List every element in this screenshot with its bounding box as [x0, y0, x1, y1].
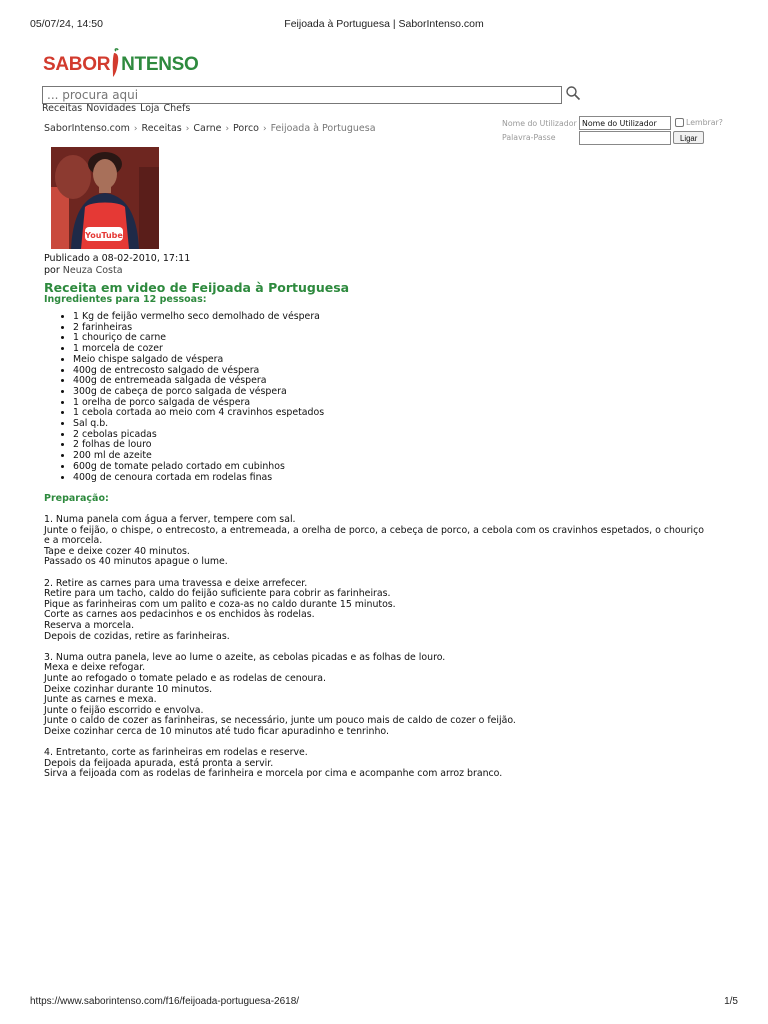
print-header: [0, 0, 768, 44]
author-photo: [51, 147, 159, 249]
step-line: 1. Numa panela com água a ferver, tempere com sal.: [44, 514, 296, 525]
preparation-step: [44, 579, 734, 643]
top-nav: [42, 103, 190, 114]
step-line: Depois de cozidas, retire as farinheiras.: [44, 630, 230, 642]
author-photo-image: [51, 147, 159, 249]
ingredient-item: • 1 Kg de feijão vermelho seco demolhado de véspera: [73, 312, 324, 323]
ingredient-item: • 1 morcela de cozer: [73, 344, 324, 355]
breadcrumb-receitas[interactable]: Receitas: [141, 123, 182, 134]
step-line: 4. Entretanto, corte as farinheiras em rodelas e reserve.: [44, 747, 308, 759]
step-line: Junte o caldo de cozer as farinheiras, se necessário, junte um pouco mais de caldo de cozer o feijão.: [44, 715, 516, 727]
step-line: Pique as farinheiras com um palito e coza-as no caldo durante 15 minutos.: [44, 598, 396, 610]
ingredient-item: • Sal q.b.: [73, 419, 324, 430]
remember-me[interactable]: [675, 118, 723, 127]
by-label: por: [44, 265, 60, 276]
step-line: Depois da feijoada apurada, está pronta a servir.: [44, 757, 274, 769]
nav-item-novidades[interactable]: Novidades: [86, 103, 137, 114]
login-button[interactable]: Ligar: [673, 131, 704, 144]
author-line: [44, 265, 190, 277]
ingredient-item: • 2 cebolas picadas: [73, 430, 324, 441]
print-footer: [0, 994, 768, 1014]
chili-pepper-icon: [111, 48, 121, 78]
ingredient-item: • 400g de entrecosto salgado de véspera: [73, 366, 324, 377]
print-datetime: 05/07/24, 14:50: [30, 18, 103, 30]
breadcrumb-separator: ›: [225, 123, 230, 134]
step-line: Junte ao refogado o tomate pelado e as rodelas de cenoura.: [44, 672, 327, 684]
search-icon[interactable]: [565, 85, 581, 101]
step-line: 3. Numa outra panela, leve ao lume o azeite, as cebolas picadas e as folhas de louro.: [44, 651, 446, 663]
author-link[interactable]: Neuza Costa: [62, 265, 123, 276]
logo-text-ntenso: NTENSO: [121, 54, 199, 75]
preparation-step: [44, 748, 734, 780]
remember-checkbox[interactable]: [675, 118, 684, 127]
ingredient-item: • 200 ml de azeite: [73, 451, 324, 462]
breadcrumb-porco[interactable]: Porco: [233, 123, 259, 134]
step-line: Reserva a morcela.: [44, 619, 135, 631]
step-line: Junte o feijão escorrido e envolva.: [44, 704, 204, 716]
site-logo[interactable]: [43, 44, 199, 76]
step-line: Junte o feijão, o chispe, o entrecosto, a entremeada, a orelha de porco, a cebeça de porco, a cebola com os cravinhos espetados, o chouriço: [44, 524, 704, 536]
step-line: Sirva a feijoada com as rodelas de farinheira e morcela por cima e acompanhe com arroz branco.: [44, 768, 503, 780]
step-line: Deixe cozinhar durante 10 minutos.: [44, 683, 213, 695]
recipe-meta: [44, 253, 190, 277]
logo-text-sabor: SABOR: [43, 54, 111, 75]
ingredient-item: • Meio chispe salgado de véspera: [73, 355, 324, 366]
step-line: Junte as carnes e mexa.: [44, 694, 157, 706]
nav-item-receitas[interactable]: Receitas: [42, 103, 83, 114]
ingredient-item: • 600g de tomate pelado cortado em cubinhos: [73, 462, 324, 473]
nav-item-loja[interactable]: Loja: [140, 103, 160, 114]
search-input[interactable]: [42, 86, 562, 104]
ingredient-item: • 1 chouriço de carne: [73, 333, 324, 344]
nav-item-chefs[interactable]: Chefs: [163, 103, 191, 114]
preparation-heading: Preparação:: [44, 493, 109, 504]
ingredient-item: • 300g de cabeça de porco salgada de véspera: [73, 387, 324, 398]
ingredient-item: • 400g de entremeada salgada de véspera: [73, 376, 324, 387]
print-page-number: 1/5: [724, 996, 738, 1007]
step-line: Retire para um tacho, caldo do feijão suficiente para cobrir as farinheiras.: [44, 588, 391, 600]
apron-logo-text: YouTube: [85, 231, 123, 240]
print-url: https://www.saborintenso.com/f16/feijoada-portuguesa-2618/: [30, 996, 300, 1007]
ingredient-item: • 1 cebola cortada ao meio com 4 cravinhos espetados: [73, 408, 324, 419]
step-line: Mexa e deixe refogar.: [44, 662, 146, 674]
password-field[interactable]: [579, 131, 671, 145]
ingredient-item: • 2 farinheiras: [73, 323, 324, 334]
breadcrumb-current: Feijoada à Portuguesa: [270, 123, 376, 134]
remember-label: Lembrar?: [686, 118, 723, 127]
breadcrumb-separator: ›: [133, 123, 138, 134]
ingredients-list: [44, 312, 324, 483]
username-label: Nome do Utilizador: [502, 119, 577, 128]
preparation-step: [44, 515, 734, 568]
breadcrumb-home[interactable]: SaborIntenso.com: [44, 123, 130, 134]
step-line: Corte as carnes aos pedacinhos e os enchidos às rodelas.: [44, 609, 315, 621]
recipe-title: Receita em video de Feijoada à Portuguesa: [44, 280, 350, 295]
breadcrumb-carne[interactable]: Carne: [193, 123, 222, 134]
breadcrumb-separator: ›: [185, 123, 190, 134]
ingredient-item: • 1 orelha de porco salgada de véspera: [73, 398, 324, 409]
step-line: 2. Retire as carnes para uma travessa e deixe arrefecer.: [44, 577, 308, 589]
password-label: Palavra-Passe: [502, 133, 556, 142]
ingredient-item: • 400g de cenoura cortada em rodelas finas: [73, 473, 324, 484]
ingredient-item: • 2 folhas de louro: [73, 440, 324, 451]
print-page-title: Feijoada à Portuguesa | SaborIntenso.com: [284, 18, 484, 30]
preparation-step: [44, 653, 734, 738]
step-line: Tape e deixe cozer 40 minutos.: [44, 545, 190, 557]
step-line: e a morcela.: [44, 535, 103, 547]
preparation-steps: [44, 515, 734, 790]
step-line: Passado os 40 minutos apague o lume.: [44, 556, 228, 568]
breadcrumb: [44, 123, 376, 134]
username-field[interactable]: [579, 116, 671, 130]
ingredients-heading: Ingredientes para 12 pessoas:: [44, 294, 207, 305]
step-line: Deixe cozinhar cerca de 10 minutos até tudo ficar apuradinho e tenrinho.: [44, 725, 389, 737]
publish-date: Publicado a 08-02-2010, 17:11: [44, 253, 191, 264]
breadcrumb-separator: ›: [262, 123, 267, 134]
